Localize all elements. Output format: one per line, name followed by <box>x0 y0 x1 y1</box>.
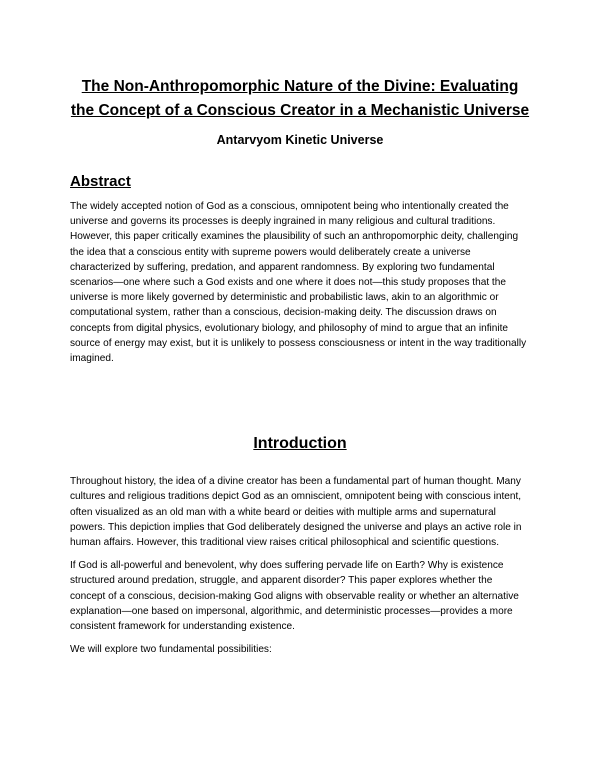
title-line-1: The Non-Anthropomorphic Nature of the Divine: Evaluating <box>81 78 519 95</box>
title-line-2: the Concept of a Conscious Creator in a Mechanistic Universe <box>70 102 530 119</box>
abstract-paragraph: The widely accepted notion of God as a conscious, omnipotent being who intentionally created the universe and governs its processes is deeply ingrained in many religious and cultural traditions. However, this paper critically examines the plausibility of such an anthropomorphic deity, challenging the idea that a conscious entity with supreme powers would deliberately create a universe characterized by suffering, predation, and apparent randomness. By exploring two fundamental scenarios—one where such a God exists and one where it does not—this study proposes that the universe is more likely governed by deterministic and probabilistic laws, akin to an algorithmic or computational system, rather than a conscious, decision-making deity. The discussion draws on concepts from digital physics, evolutionary biology, and philosophy of mind to argue that an infinite source of energy may exist, but it is unlikely to possess consciousness or intent in the way traditionally imagined. <box>70 201 527 365</box>
introduction-paragraph-2: If God is all-powerful and benevolent, why does suffering pervade life on Earth? Why is existence structured around predation, struggle, and apparent disorder? This paper explores whether the concept of a conscious, decision-making God aligns with observable reality or whether an alternative explanation—one based on impersonal, algorithmic, and deterministic processes—provides a more consistent framework for understanding existence. <box>70 560 519 633</box>
author-name: Antarvyom Kinetic Universe <box>216 133 384 147</box>
introduction-paragraph-3: We will explore two fundamental possibilities: <box>70 644 272 656</box>
introduction-paragraph-1: Throughout history, the idea of a divine creator has been a fundamental part of human thought. Many cultures and religious traditions depict God as an omniscient, omnipotent being with conscious intent, often visualized as an old man with a white beard or deities with multiple arms and supernatural powers. This depiction implies that God deliberately designed the universe and plays an active role in human affairs. However, this traditional view raises critical philosophical and scientific questions. <box>70 476 522 549</box>
paper-title <box>70 0 530 123</box>
abstract-heading: Abstract <box>70 173 131 190</box>
introduction-heading: Introduction <box>253 435 347 453</box>
